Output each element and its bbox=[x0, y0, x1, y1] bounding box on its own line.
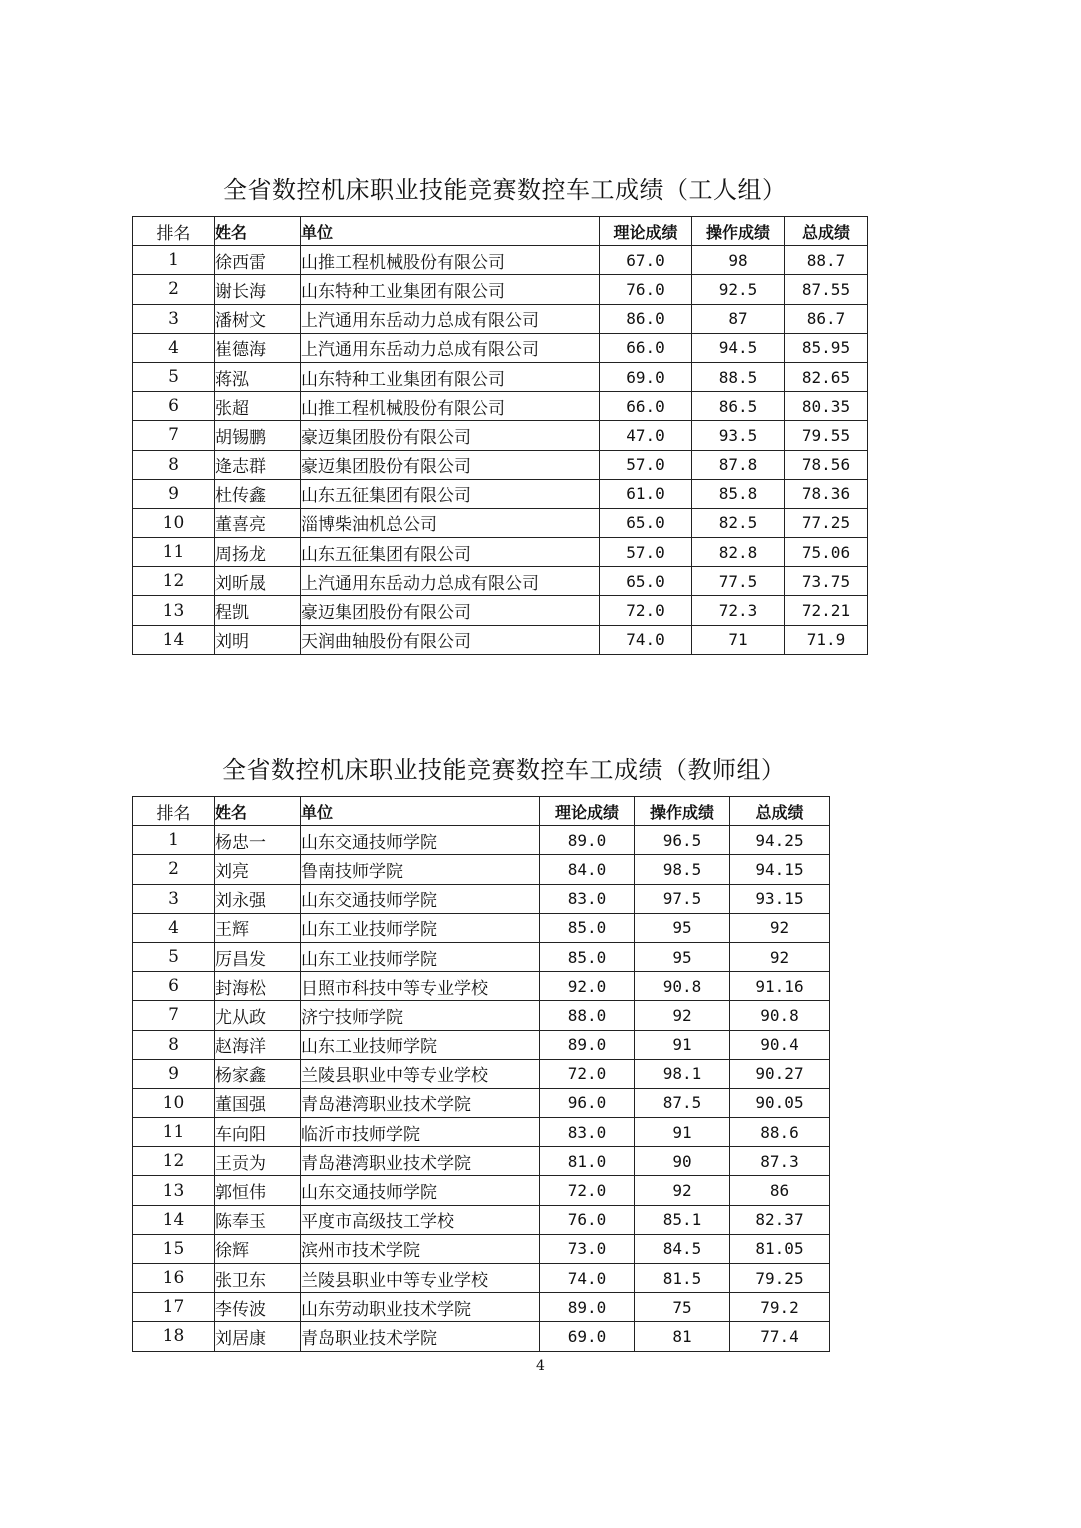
page-number: 4 bbox=[536, 1358, 545, 1374]
name-cell: 徐西雷 bbox=[215, 246, 301, 275]
theory-score-cell: 76.0 bbox=[540, 1205, 635, 1234]
name-cell: 刘明 bbox=[215, 625, 301, 654]
rank-cell: 3 bbox=[133, 304, 215, 333]
theory-score-cell: 61.0 bbox=[600, 479, 692, 508]
unit-cell: 济宁技师学院 bbox=[301, 1001, 540, 1030]
score-table-teachers bbox=[132, 796, 830, 1352]
unit-cell: 上汽通用东岳动力总成有限公司 bbox=[301, 304, 600, 333]
rank-cell: 13 bbox=[133, 1176, 215, 1205]
rank-cell: 9 bbox=[133, 479, 215, 508]
theory-score-cell: 92.0 bbox=[540, 972, 635, 1001]
table-row bbox=[133, 942, 830, 971]
unit-cell: 山推工程机械股份有限公司 bbox=[301, 246, 600, 275]
name-cell: 逄志群 bbox=[215, 450, 301, 479]
unit-cell: 山东交通技师学院 bbox=[301, 1176, 540, 1205]
name-cell: 刘亮 bbox=[215, 855, 301, 884]
total-score-cell: 78.56 bbox=[785, 450, 868, 479]
name-cell: 刘永强 bbox=[215, 884, 301, 913]
practical-score-cell: 88.5 bbox=[692, 362, 785, 391]
total-score-cell: 91.16 bbox=[730, 972, 830, 1001]
unit-cell: 鲁南技师学院 bbox=[301, 855, 540, 884]
total-score-cell: 92 bbox=[730, 942, 830, 971]
practical-score-cell: 98 bbox=[692, 246, 785, 275]
theory-score-cell: 83.0 bbox=[540, 1118, 635, 1147]
rank-cell: 15 bbox=[133, 1234, 215, 1263]
theory-score-cell: 74.0 bbox=[540, 1264, 635, 1293]
table-header-row bbox=[133, 217, 868, 246]
total-score-cell: 82.37 bbox=[730, 1205, 830, 1234]
practical-score-cell: 95 bbox=[635, 913, 730, 942]
unit-cell: 上汽通用东岳动力总成有限公司 bbox=[301, 567, 600, 596]
table-row bbox=[133, 1293, 830, 1322]
rank-cell: 4 bbox=[133, 333, 215, 362]
theory-score-cell: 57.0 bbox=[600, 450, 692, 479]
table-row bbox=[133, 333, 868, 362]
unit-cell: 上汽通用东岳动力总成有限公司 bbox=[301, 333, 600, 362]
total-score-cell: 86.7 bbox=[785, 304, 868, 333]
table-row bbox=[133, 362, 868, 391]
total-score-cell: 92 bbox=[730, 913, 830, 942]
header-total-score: 总成绩 bbox=[785, 217, 868, 246]
table-row bbox=[133, 855, 830, 884]
unit-cell: 山东特种工业集团有限公司 bbox=[301, 275, 600, 304]
header-practical-score: 操作成绩 bbox=[635, 797, 730, 826]
rank-cell: 7 bbox=[133, 421, 215, 450]
rank-cell: 6 bbox=[133, 972, 215, 1001]
unit-cell: 山东交通技师学院 bbox=[301, 884, 540, 913]
total-score-cell: 71.9 bbox=[785, 625, 868, 654]
unit-cell: 日照市科技中等专业学校 bbox=[301, 972, 540, 1001]
practical-score-cell: 94.5 bbox=[692, 333, 785, 362]
unit-cell: 山东工业技师学院 bbox=[301, 1030, 540, 1059]
practical-score-cell: 92 bbox=[635, 1001, 730, 1030]
table-row bbox=[133, 538, 868, 567]
rank-cell: 3 bbox=[133, 884, 215, 913]
total-score-cell: 90.8 bbox=[730, 1001, 830, 1030]
theory-score-cell: 85.0 bbox=[540, 942, 635, 971]
unit-cell: 山东交通技师学院 bbox=[301, 826, 540, 855]
total-score-cell: 90.27 bbox=[730, 1059, 830, 1088]
theory-score-cell: 69.0 bbox=[540, 1322, 635, 1351]
total-score-cell: 80.35 bbox=[785, 392, 868, 421]
table-row bbox=[133, 1147, 830, 1176]
header-theory-score: 理论成绩 bbox=[600, 217, 692, 246]
table-row bbox=[133, 450, 868, 479]
theory-score-cell: 67.0 bbox=[600, 246, 692, 275]
practical-score-cell: 82.5 bbox=[692, 508, 785, 537]
table-row bbox=[133, 567, 868, 596]
rank-cell: 11 bbox=[133, 538, 215, 567]
unit-cell: 山东工业技师学院 bbox=[301, 942, 540, 971]
table-row bbox=[133, 596, 868, 625]
table-row bbox=[133, 884, 830, 913]
rank-cell: 9 bbox=[133, 1059, 215, 1088]
total-score-cell: 85.95 bbox=[785, 333, 868, 362]
unit-cell: 兰陵县职业中等专业学校 bbox=[301, 1264, 540, 1293]
practical-score-cell: 97.5 bbox=[635, 884, 730, 913]
section-title-teachers: 全省数控机床职业技能竞赛数控车工成绩（教师组） bbox=[222, 756, 786, 784]
practical-score-cell: 81.5 bbox=[635, 1264, 730, 1293]
name-cell: 徐辉 bbox=[215, 1234, 301, 1263]
rank-cell: 1 bbox=[133, 246, 215, 275]
practical-score-cell: 93.5 bbox=[692, 421, 785, 450]
theory-score-cell: 86.0 bbox=[600, 304, 692, 333]
practical-score-cell: 95 bbox=[635, 942, 730, 971]
theory-score-cell: 73.0 bbox=[540, 1234, 635, 1263]
unit-cell: 豪迈集团股份有限公司 bbox=[301, 421, 600, 450]
header-theory-score: 理论成绩 bbox=[540, 797, 635, 826]
score-table-workers bbox=[132, 216, 868, 655]
theory-score-cell: 66.0 bbox=[600, 333, 692, 362]
table-row bbox=[133, 246, 868, 275]
name-cell: 王贡为 bbox=[215, 1147, 301, 1176]
practical-score-cell: 92 bbox=[635, 1176, 730, 1205]
practical-score-cell: 91 bbox=[635, 1030, 730, 1059]
rank-cell: 12 bbox=[133, 1147, 215, 1176]
name-cell: 车向阳 bbox=[215, 1118, 301, 1147]
name-cell: 张卫东 bbox=[215, 1264, 301, 1293]
rank-cell: 1 bbox=[133, 826, 215, 855]
name-cell: 尤从政 bbox=[215, 1001, 301, 1030]
total-score-cell: 94.15 bbox=[730, 855, 830, 884]
rank-cell: 8 bbox=[133, 1030, 215, 1059]
name-cell: 杨忠一 bbox=[215, 826, 301, 855]
unit-cell: 豪迈集团股份有限公司 bbox=[301, 596, 600, 625]
rank-cell: 17 bbox=[133, 1293, 215, 1322]
rank-cell: 14 bbox=[133, 625, 215, 654]
name-cell: 赵海洋 bbox=[215, 1030, 301, 1059]
practical-score-cell: 90.8 bbox=[635, 972, 730, 1001]
unit-cell: 山东五征集团有限公司 bbox=[301, 479, 600, 508]
theory-score-cell: 65.0 bbox=[600, 567, 692, 596]
total-score-cell: 87.55 bbox=[785, 275, 868, 304]
theory-score-cell: 47.0 bbox=[600, 421, 692, 450]
total-score-cell: 72.21 bbox=[785, 596, 868, 625]
table-row bbox=[133, 304, 868, 333]
practical-score-cell: 91 bbox=[635, 1118, 730, 1147]
theory-score-cell: 66.0 bbox=[600, 392, 692, 421]
theory-score-cell: 76.0 bbox=[600, 275, 692, 304]
rank-cell: 7 bbox=[133, 1001, 215, 1030]
theory-score-cell: 89.0 bbox=[540, 1293, 635, 1322]
table-row bbox=[133, 392, 868, 421]
table-row bbox=[133, 1118, 830, 1147]
total-score-cell: 88.6 bbox=[730, 1118, 830, 1147]
name-cell: 谢长海 bbox=[215, 275, 301, 304]
table-row bbox=[133, 826, 830, 855]
total-score-cell: 81.05 bbox=[730, 1234, 830, 1263]
practical-score-cell: 90 bbox=[635, 1147, 730, 1176]
rank-cell: 14 bbox=[133, 1205, 215, 1234]
practical-score-cell: 92.5 bbox=[692, 275, 785, 304]
name-cell: 郭恒伟 bbox=[215, 1176, 301, 1205]
theory-score-cell: 69.0 bbox=[600, 362, 692, 391]
unit-cell: 山东工业技师学院 bbox=[301, 913, 540, 942]
practical-score-cell: 84.5 bbox=[635, 1234, 730, 1263]
theory-score-cell: 65.0 bbox=[600, 508, 692, 537]
header-unit: 单位 bbox=[301, 797, 540, 826]
unit-cell: 山东劳动职业技术学院 bbox=[301, 1293, 540, 1322]
rank-cell: 16 bbox=[133, 1264, 215, 1293]
theory-score-cell: 72.0 bbox=[540, 1059, 635, 1088]
table-row bbox=[133, 913, 830, 942]
name-cell: 刘居康 bbox=[215, 1322, 301, 1351]
name-cell: 董喜亮 bbox=[215, 508, 301, 537]
total-score-cell: 93.15 bbox=[730, 884, 830, 913]
theory-score-cell: 96.0 bbox=[540, 1088, 635, 1117]
unit-cell: 天润曲轴股份有限公司 bbox=[301, 625, 600, 654]
practical-score-cell: 75 bbox=[635, 1293, 730, 1322]
name-cell: 李传波 bbox=[215, 1293, 301, 1322]
rank-cell: 10 bbox=[133, 1088, 215, 1117]
table-header-row bbox=[133, 797, 830, 826]
table-row bbox=[133, 972, 830, 1001]
rank-cell: 10 bbox=[133, 508, 215, 537]
practical-score-cell: 81 bbox=[635, 1322, 730, 1351]
unit-cell: 山推工程机械股份有限公司 bbox=[301, 392, 600, 421]
theory-score-cell: 72.0 bbox=[600, 596, 692, 625]
name-cell: 董国强 bbox=[215, 1088, 301, 1117]
header-name: 姓名 bbox=[215, 217, 301, 246]
name-cell: 刘昕晟 bbox=[215, 567, 301, 596]
name-cell: 杨家鑫 bbox=[215, 1059, 301, 1088]
unit-cell: 兰陵县职业中等专业学校 bbox=[301, 1059, 540, 1088]
table-row bbox=[133, 1264, 830, 1293]
table-row bbox=[133, 421, 868, 450]
table-row bbox=[133, 275, 868, 304]
table-row bbox=[133, 1234, 830, 1263]
header-unit: 单位 bbox=[301, 217, 600, 246]
name-cell: 陈奉玉 bbox=[215, 1205, 301, 1234]
practical-score-cell: 85.8 bbox=[692, 479, 785, 508]
table-row bbox=[133, 508, 868, 537]
unit-cell: 滨州市技术学院 bbox=[301, 1234, 540, 1263]
rank-cell: 4 bbox=[133, 913, 215, 942]
table-row bbox=[133, 1176, 830, 1205]
total-score-cell: 75.06 bbox=[785, 538, 868, 567]
rank-cell: 18 bbox=[133, 1322, 215, 1351]
theory-score-cell: 83.0 bbox=[540, 884, 635, 913]
unit-cell: 临沂市技师学院 bbox=[301, 1118, 540, 1147]
unit-cell: 豪迈集团股份有限公司 bbox=[301, 450, 600, 479]
rank-cell: 11 bbox=[133, 1118, 215, 1147]
unit-cell: 淄博柴油机总公司 bbox=[301, 508, 600, 537]
name-cell: 潘树文 bbox=[215, 304, 301, 333]
table-row bbox=[133, 1001, 830, 1030]
name-cell: 胡锡鹏 bbox=[215, 421, 301, 450]
table-row bbox=[133, 1088, 830, 1117]
unit-cell: 青岛职业技术学院 bbox=[301, 1322, 540, 1351]
total-score-cell: 77.4 bbox=[730, 1322, 830, 1351]
total-score-cell: 87.3 bbox=[730, 1147, 830, 1176]
name-cell: 蒋泓 bbox=[215, 362, 301, 391]
unit-cell: 平度市高级技工学校 bbox=[301, 1205, 540, 1234]
rank-cell: 2 bbox=[133, 855, 215, 884]
practical-score-cell: 87 bbox=[692, 304, 785, 333]
unit-cell: 青岛港湾职业技术学院 bbox=[301, 1147, 540, 1176]
practical-score-cell: 98.5 bbox=[635, 855, 730, 884]
rank-cell: 12 bbox=[133, 567, 215, 596]
table-row bbox=[133, 1205, 830, 1234]
theory-score-cell: 72.0 bbox=[540, 1176, 635, 1205]
name-cell: 周扬龙 bbox=[215, 538, 301, 567]
name-cell: 张超 bbox=[215, 392, 301, 421]
theory-score-cell: 57.0 bbox=[600, 538, 692, 567]
header-name: 姓名 bbox=[215, 797, 301, 826]
practical-score-cell: 86.5 bbox=[692, 392, 785, 421]
unit-cell: 山东五征集团有限公司 bbox=[301, 538, 600, 567]
name-cell: 厉昌发 bbox=[215, 942, 301, 971]
header-total-score: 总成绩 bbox=[730, 797, 830, 826]
table-row bbox=[133, 1059, 830, 1088]
section-title-workers: 全省数控机床职业技能竞赛数控车工成绩（工人组） bbox=[223, 176, 787, 204]
table-row bbox=[133, 1322, 830, 1351]
table-row bbox=[133, 625, 868, 654]
practical-score-cell: 87.5 bbox=[635, 1088, 730, 1117]
rank-cell: 6 bbox=[133, 392, 215, 421]
table-row bbox=[133, 1030, 830, 1059]
total-score-cell: 90.05 bbox=[730, 1088, 830, 1117]
total-score-cell: 82.65 bbox=[785, 362, 868, 391]
practical-score-cell: 82.8 bbox=[692, 538, 785, 567]
name-cell: 杜传鑫 bbox=[215, 479, 301, 508]
unit-cell: 青岛港湾职业技术学院 bbox=[301, 1088, 540, 1117]
practical-score-cell: 87.8 bbox=[692, 450, 785, 479]
total-score-cell: 79.55 bbox=[785, 421, 868, 450]
header-practical-score: 操作成绩 bbox=[692, 217, 785, 246]
practical-score-cell: 71 bbox=[692, 625, 785, 654]
header-rank: 排名 bbox=[133, 217, 215, 246]
name-cell: 程凯 bbox=[215, 596, 301, 625]
total-score-cell: 73.75 bbox=[785, 567, 868, 596]
name-cell: 王辉 bbox=[215, 913, 301, 942]
practical-score-cell: 98.1 bbox=[635, 1059, 730, 1088]
total-score-cell: 79.25 bbox=[730, 1264, 830, 1293]
theory-score-cell: 85.0 bbox=[540, 913, 635, 942]
header-rank: 排名 bbox=[133, 797, 215, 826]
rank-cell: 5 bbox=[133, 362, 215, 391]
name-cell: 崔德海 bbox=[215, 333, 301, 362]
theory-score-cell: 81.0 bbox=[540, 1147, 635, 1176]
rank-cell: 2 bbox=[133, 275, 215, 304]
rank-cell: 5 bbox=[133, 942, 215, 971]
theory-score-cell: 89.0 bbox=[540, 826, 635, 855]
practical-score-cell: 77.5 bbox=[692, 567, 785, 596]
theory-score-cell: 88.0 bbox=[540, 1001, 635, 1030]
theory-score-cell: 89.0 bbox=[540, 1030, 635, 1059]
theory-score-cell: 84.0 bbox=[540, 855, 635, 884]
practical-score-cell: 85.1 bbox=[635, 1205, 730, 1234]
total-score-cell: 79.2 bbox=[730, 1293, 830, 1322]
name-cell: 封海松 bbox=[215, 972, 301, 1001]
unit-cell: 山东特种工业集团有限公司 bbox=[301, 362, 600, 391]
total-score-cell: 88.7 bbox=[785, 246, 868, 275]
rank-cell: 13 bbox=[133, 596, 215, 625]
total-score-cell: 77.25 bbox=[785, 508, 868, 537]
total-score-cell: 94.25 bbox=[730, 826, 830, 855]
theory-score-cell: 74.0 bbox=[600, 625, 692, 654]
rank-cell: 8 bbox=[133, 450, 215, 479]
total-score-cell: 90.4 bbox=[730, 1030, 830, 1059]
total-score-cell: 86 bbox=[730, 1176, 830, 1205]
practical-score-cell: 72.3 bbox=[692, 596, 785, 625]
practical-score-cell: 96.5 bbox=[635, 826, 730, 855]
table-row bbox=[133, 479, 868, 508]
total-score-cell: 78.36 bbox=[785, 479, 868, 508]
